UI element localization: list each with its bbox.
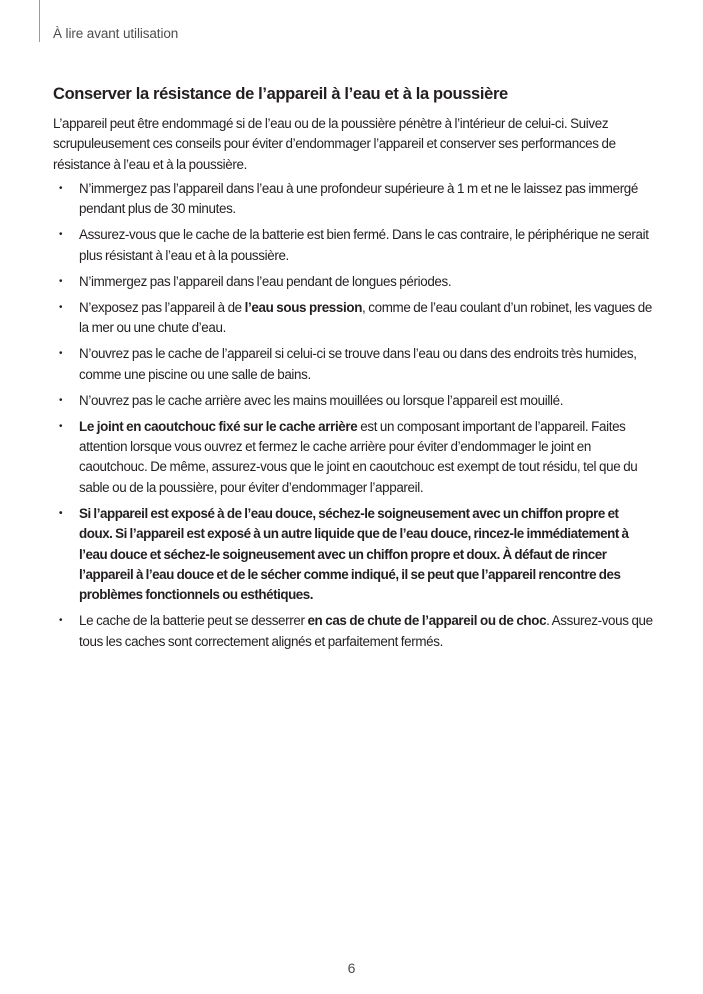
- bullet-dot-icon: •: [59, 394, 63, 406]
- bullet-dot-icon: •: [59, 615, 63, 627]
- bullet-dot-icon: •: [59, 507, 63, 519]
- list-item: [53, 272, 653, 292]
- bullet-dot-icon: •: [59, 348, 63, 360]
- list-item-emphasis: en cas de chute de l’appareil ou de choc: [307, 613, 547, 629]
- bullet-dot-icon: •: [59, 301, 63, 313]
- list-item-text: Si l’appareil est exposé à de l’eau douce, séchez-le soigneusement avec un chiffon propre et doux. Si l’appareil est exposé à un autre liquide que de l’eau douce, rincez-le immédiatement à l’eau douce et séchez-le soigneusement avec un chiffon propre et doux. À défaut de rincer l’appareil à l’eau douce et de le sécher comme indiqué, il se peut que l’appareil rencontre des problèmes fonctionnels ou esthétiques.: [79, 505, 629, 603]
- list-item-text-end: , comme de l’eau coulant d’un robinet, les vagues de la mer ou une chute d’eau.: [79, 299, 652, 336]
- list-item-emphasis: l’eau sous pression: [244, 299, 363, 315]
- list-item-text: N’ouvrez pas le cache arrière avec les mains mouillées ou lorsque l’appareil est mouillé.: [79, 392, 564, 408]
- intro-paragraph: L’appareil peut être endommagé si de l’eau ou de la poussière pénètre à l’intérieur de celui-ci. Suivez scrupuleusement ces conseils pour éviter d’endommager l’appareil et conserver ses performances de résistance à l’eau et à la poussière.: [53, 116, 616, 172]
- list-item-emphasis: Le joint en caoutchouc fixé sur le cache arrière: [79, 418, 358, 434]
- list-item: [53, 298, 653, 339]
- list-item-text: N’immergez pas l’appareil dans l’eau à une profondeur supérieure à 1 m et ne le laissez pas immergé pendant plus de 30 minutes.: [79, 181, 639, 217]
- list-item-text: N’immergez pas l’appareil dans l’eau pendant de longues périodes.: [79, 273, 452, 289]
- list-item-text-start: Le cache de la batterie peut se desserrer: [79, 613, 308, 629]
- running-header: À lire avant utilisation: [53, 26, 179, 41]
- bullet-dot-icon: •: [59, 183, 63, 194]
- list-item: [53, 417, 653, 499]
- bullet-dot-icon: •: [59, 229, 63, 241]
- list-item-text-start: N’exposez pas l’appareil à de: [79, 299, 245, 315]
- bullet-dot-icon: •: [59, 275, 63, 287]
- list-item: [53, 391, 653, 411]
- list-item: [53, 179, 653, 220]
- bullet-dot-icon: •: [59, 420, 63, 432]
- list-item-text: N’ouvrez pas le cache de l’appareil si celui-ci se trouve dans l’eau ou dans des endroits très humides, comme une piscine ou une salle de bains.: [79, 346, 637, 382]
- list-item-text-end: est un composant important de l’appareil. Faites attention lorsque vous ouvrez et fermez le cache arrière pour éviter d’endommager le joint en caoutchouc. De même, assurez-vous que le joint en caoutchouc est exempt de tout résidu, tel que du sable ou de la poussière, pour éviter d’endommager l’appareil.: [79, 418, 638, 495]
- list-item-text: Assurez-vous que le cache de la batterie est bien fermé. Dans le cas contraire, le périphérique ne serait plus résistant à l’eau et à la poussière.: [79, 227, 649, 263]
- section-title: Conserver la résistance de l’appareil à l’eau et à la poussière: [53, 85, 508, 103]
- list-item-text-end: . Assurez-vous que tous les caches sont correctement alignés et parfaitement fermés.: [79, 613, 653, 649]
- margin-rule: [39, 0, 40, 42]
- precautions-list: [53, 179, 653, 658]
- list-item: [53, 611, 653, 652]
- list-item: [53, 504, 653, 606]
- page-number: 6: [347, 960, 356, 976]
- list-item: [53, 344, 653, 385]
- list-item: [53, 225, 653, 266]
